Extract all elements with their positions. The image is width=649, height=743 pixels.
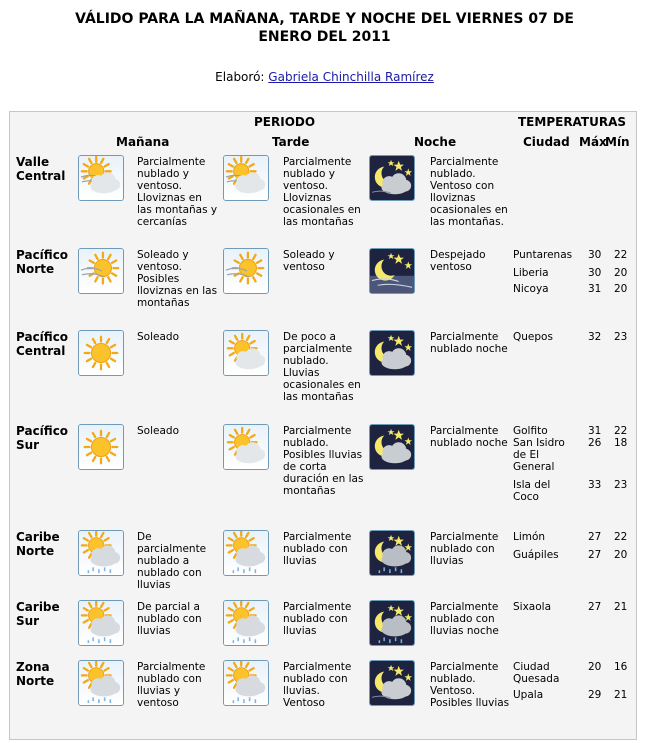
sun-cloud-wind-icon xyxy=(223,155,269,201)
temp-max: 20 xyxy=(588,661,602,673)
region-name-line-2: Norte xyxy=(16,262,55,276)
header-ciudad: Ciudad xyxy=(523,135,570,149)
sun-wind-icon xyxy=(223,248,269,294)
noche-description: Despejado ventoso xyxy=(430,249,486,273)
header-tarde: Tarde xyxy=(272,135,310,149)
city-name: Ciudad Quesada xyxy=(513,661,560,685)
header-max: Máx xyxy=(579,135,607,149)
city-name: Liberia xyxy=(513,267,549,279)
header-temperaturas: TEMPERATURAS xyxy=(518,115,627,129)
moon-cloud-wind-icon xyxy=(369,155,415,201)
noche-description: Parcialmente nublado con lluvias noche xyxy=(430,601,499,637)
sun-cloud-wind-icon xyxy=(78,155,124,201)
tarde-description: Parcialmente nublado con lluvias. Ventoso xyxy=(283,661,352,709)
region-name-line-2: Central xyxy=(16,169,66,183)
header-periodo: PERIODO xyxy=(254,115,316,129)
temp-min: 20 xyxy=(614,267,628,279)
city-name: Golfito xyxy=(513,425,548,437)
temp-max: 30 xyxy=(588,267,602,279)
city-name: Limón xyxy=(513,531,546,543)
sun-cloud-rain-icon xyxy=(223,600,269,646)
temp-max: 27 xyxy=(588,601,602,613)
city-name: Upala xyxy=(513,689,544,701)
sun-cloud-rain-icon xyxy=(78,600,124,646)
clear-night-wind-icon xyxy=(369,248,415,294)
city-name: Guápiles xyxy=(513,549,559,561)
noche-description: Parcialmente nublado noche xyxy=(430,425,508,449)
manana-description: Soleado xyxy=(137,425,179,437)
temp-min: 18 xyxy=(614,437,628,449)
temp-max: 26 xyxy=(588,437,602,449)
temp-max: 27 xyxy=(588,531,602,543)
sun-cloud-icon xyxy=(223,424,269,470)
noche-description: Parcialmente nublado noche xyxy=(430,331,508,355)
region-name xyxy=(16,660,54,688)
city-name: San Isidro de El General xyxy=(513,437,565,473)
temp-min: 23 xyxy=(614,331,628,343)
tarde-description: Parcialmente nublado y ventoso. Lloviznas ocasionales en las montañas xyxy=(283,156,361,228)
region-name-line-1: Caribe xyxy=(16,530,60,544)
noche-description: Parcialmente nublado. Ventoso. Posibles lluvias xyxy=(430,661,510,709)
header-noche: Noche xyxy=(414,135,457,149)
region-name xyxy=(16,530,60,558)
region-name-line-1: Caribe xyxy=(16,600,60,614)
manana-description: De parcialmente nublado a nublado con lluvias xyxy=(137,531,207,591)
noche-description: Parcialmente nublado con lluvias xyxy=(430,531,499,567)
temp-max: 31 xyxy=(588,283,602,295)
temp-min: 20 xyxy=(614,283,628,295)
sun-cloud-rain-icon xyxy=(223,530,269,576)
temp-min: 22 xyxy=(614,425,628,437)
moon-cloud-rain-icon xyxy=(369,530,415,576)
tarde-description: Parcialmente nublado con lluvias xyxy=(283,531,352,567)
author-line xyxy=(0,70,649,84)
author-link[interactable]: Gabriela Chinchilla Ramírez xyxy=(268,70,434,84)
author-label: Elaboró: xyxy=(215,70,265,84)
city-name: Isla del Coco xyxy=(513,479,551,503)
region-name-line-1: Pacífico xyxy=(16,330,69,344)
moon-cloud-rain-icon xyxy=(369,600,415,646)
tarde-description: Parcialmente nublado con lluvias xyxy=(283,601,352,637)
header-min: Mín xyxy=(605,135,630,149)
temp-min: 23 xyxy=(614,479,628,491)
region-name-line-1: Zona xyxy=(16,660,50,674)
sun-icon xyxy=(78,330,124,376)
page-title xyxy=(0,10,649,46)
temp-max: 30 xyxy=(588,249,602,261)
city-name: Sixaola xyxy=(513,601,552,613)
region-name-line-2: Central xyxy=(16,344,66,358)
sun-cloud-rain-icon xyxy=(78,530,124,576)
temp-min: 21 xyxy=(614,689,628,701)
sun-cloud-rain-icon xyxy=(78,660,124,706)
temp-min: 16 xyxy=(614,661,628,673)
title-line-2: ENERO DEL 2011 xyxy=(258,29,391,45)
region-name-line-2: Sur xyxy=(16,438,40,452)
title-line-1: VÁLIDO PARA LA MAÑANA, TARDE Y NOCHE DEL VIERNES 07 DE xyxy=(75,11,574,27)
moon-cloud-wind-icon xyxy=(369,660,415,706)
city-name: Nicoya xyxy=(513,283,549,295)
region-name xyxy=(16,600,60,628)
sun-cloud-icon xyxy=(223,330,269,376)
temp-max: 33 xyxy=(588,479,602,491)
manana-description: De parcial a nublado con lluvias xyxy=(137,601,202,637)
tarde-description: De poco a parcialmente nublado. Lluvias ocasionales en las montañas xyxy=(283,331,361,403)
temp-max: 27 xyxy=(588,549,602,561)
temp-min: 22 xyxy=(614,531,628,543)
region-name-line-2: Norte xyxy=(16,674,55,688)
region-name-line-1: Valle xyxy=(16,155,50,169)
city-name: Quepos xyxy=(513,331,553,343)
region-name xyxy=(16,248,68,276)
region-name xyxy=(16,155,65,183)
sun-cloud-rain-icon xyxy=(223,660,269,706)
region-name xyxy=(16,330,68,358)
temp-min: 20 xyxy=(614,549,628,561)
temp-max: 31 xyxy=(588,425,602,437)
city-name: Puntarenas xyxy=(513,249,573,261)
region-name-line-2: Norte xyxy=(16,544,55,558)
manana-description: Parcialmente nublado y ventoso. Lloviznas en las montañas y cercanías xyxy=(137,156,218,228)
manana-description: Parcialmente nublado con lluvias y ventoso xyxy=(137,661,206,709)
header-manana: Mañana xyxy=(116,135,170,149)
region-name-line-1: Pacífico xyxy=(16,424,69,438)
tarde-description: Soleado y ventoso xyxy=(283,249,335,273)
temp-min: 22 xyxy=(614,249,628,261)
region-name-line-1: Pacífico xyxy=(16,248,69,262)
moon-cloud-icon xyxy=(369,424,415,470)
sun-wind-icon xyxy=(78,248,124,294)
moon-cloud-icon xyxy=(369,330,415,376)
tarde-description: Parcialmente nublado. Posibles lluvias de corta duración en las montañas xyxy=(283,425,364,497)
noche-description: Parcialmente nublado. Ventoso con lloviznas ocasionales en las montañas. xyxy=(430,156,508,228)
region-name xyxy=(16,424,68,452)
manana-description: Soleado y ventoso. Posibles lloviznas en las montañas xyxy=(137,249,218,309)
forecast-table xyxy=(9,111,637,740)
region-name-line-2: Sur xyxy=(16,614,40,628)
temp-max: 29 xyxy=(588,689,602,701)
temp-max: 32 xyxy=(588,331,602,343)
manana-description: Soleado xyxy=(137,331,179,343)
temp-min: 21 xyxy=(614,601,628,613)
sun-icon xyxy=(78,424,124,470)
